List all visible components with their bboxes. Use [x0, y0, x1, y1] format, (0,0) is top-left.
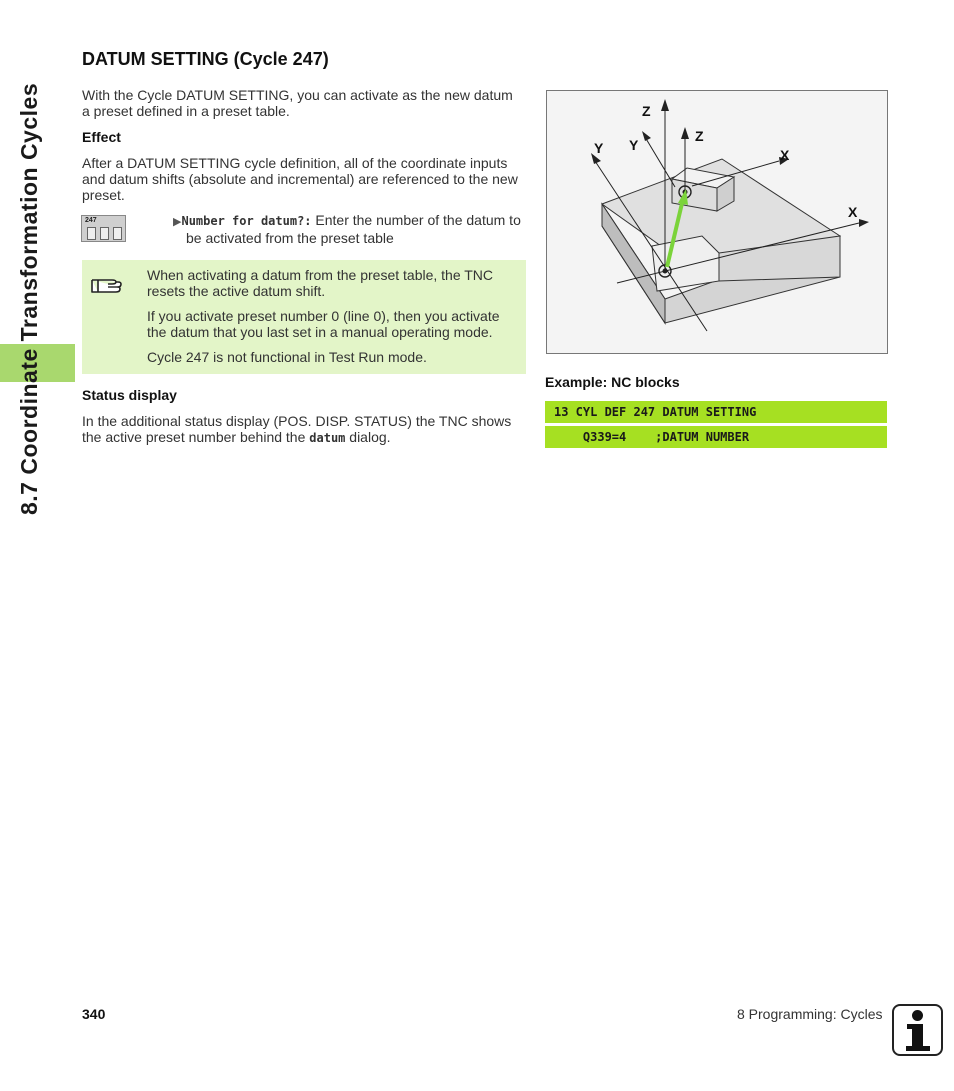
example-heading: Example: NC blocks	[545, 374, 680, 390]
pointing-hand-icon	[90, 270, 128, 294]
page-number: 340	[82, 1006, 106, 1022]
parameter-description: ▶Number for datum?: Enter the number of the datum to be activated from the preset table	[173, 212, 521, 246]
svg-text:X: X	[848, 204, 858, 220]
page-title: DATUM SETTING (Cycle 247)	[82, 49, 329, 69]
chapter-label: 8 Programming: Cycles	[737, 1006, 883, 1022]
svg-text:Z: Z	[695, 128, 704, 144]
effect-text: After a DATUM SETTING cycle definition, all of the coordinate inputs and datum shifts (absolute and incremental) are referenced to the new preset.	[82, 155, 518, 203]
cycle-247-softkey-icon: 247	[81, 215, 126, 242]
datum-setting-diagram	[546, 90, 888, 354]
intro-text: With the Cycle DATUM SETTING, you can activate as the new datum a preset defined in a preset table.	[82, 87, 513, 119]
svg-text:Y: Y	[594, 140, 604, 156]
nc-block-line: Q339=4 ;DATUM NUMBER	[545, 426, 887, 448]
svg-text:X: X	[780, 147, 790, 163]
nc-block-line: 13 CYL DEF 247 DATUM SETTING	[545, 401, 887, 423]
effect-heading: Effect	[82, 129, 121, 145]
info-icon	[892, 1004, 943, 1056]
svg-text:Y: Y	[629, 137, 639, 153]
note-box: When activating a datum from the preset table, the TNC resets the active datum shift. If you activate preset number 0 (line 0), then you activate the datum that you last set in a manual operating mode. Cycle 247 is not functional in Test Run mode.	[82, 260, 526, 374]
status-display-text: In the additional status display (POS. DISP. STATUS) the TNC shows the active preset number behind the datum dialog.	[82, 413, 512, 445]
svg-text:Z: Z	[642, 103, 651, 119]
workpiece-illustration	[547, 91, 887, 353]
status-display-heading: Status display	[82, 387, 177, 403]
triangle-bullet-icon: ▶	[173, 216, 182, 228]
